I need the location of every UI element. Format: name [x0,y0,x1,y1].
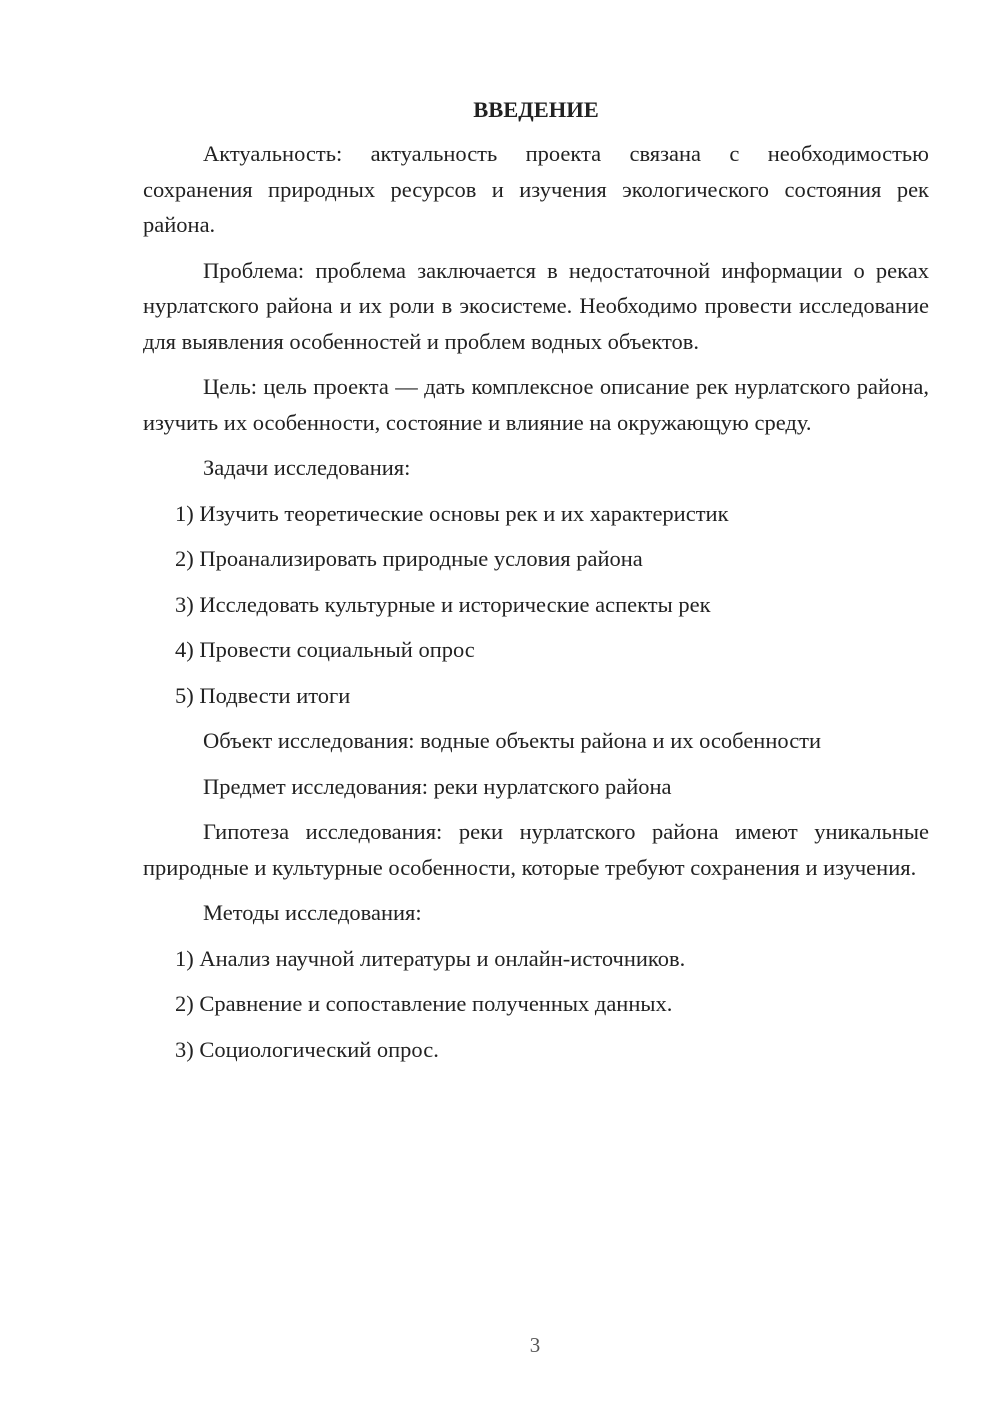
method-item: 1) Анализ научной литературы и онлайн-источников. [175,945,686,971]
subject-paragraph: Предмет исследования: реки нурлатского района [203,773,672,799]
hypothesis-paragraph: Гипотеза исследования: реки нурлатского района имеют уникальные природные и культурные особенности, которые требуют сохранения и изучения. [143,819,929,880]
method-item: 3) Социологический опрос. [175,1036,439,1062]
problem-paragraph: Проблема: проблема заключается в недостаточной информации о реках нурлатского района и их роли в экосистеме. Необходимо провести исследование для выявления особенностей и проблем водных объектов. [143,257,929,354]
object-paragraph: Объект исследования: водные объекты района и их особенности [203,728,822,753]
relevance-paragraph: Актуальность: актуальность проекта связана с необходимостью сохранения природных ресурсов и изучения экологического состояния рек района. [143,141,929,237]
tasks-heading: Задачи исследования: [203,455,411,480]
methods-heading: Методы исследования: [203,900,422,925]
task-item: 3) Исследовать культурные и исторические аспекты рек [175,591,711,617]
page-title: ВВЕДЕНИЕ [473,97,599,122]
page-content [143,92,929,1077]
goal-paragraph: Цель: цель проекта — дать комплексное описание рек нурлатского района, изучить их особенности, состояние и влияние на окружающую среду. [143,374,929,435]
task-item: 4) Провести социальный опрос [175,637,475,662]
task-item: 2) Проанализировать природные условия района [175,546,643,571]
task-item: 1) Изучить теоретические основы рек и их характеристик [175,500,729,526]
task-item: 5) Подвести итоги [175,682,351,708]
method-item: 2) Сравнение и сопоставление полученных данных. [175,991,673,1016]
page-number: 3 [529,1333,541,1357]
